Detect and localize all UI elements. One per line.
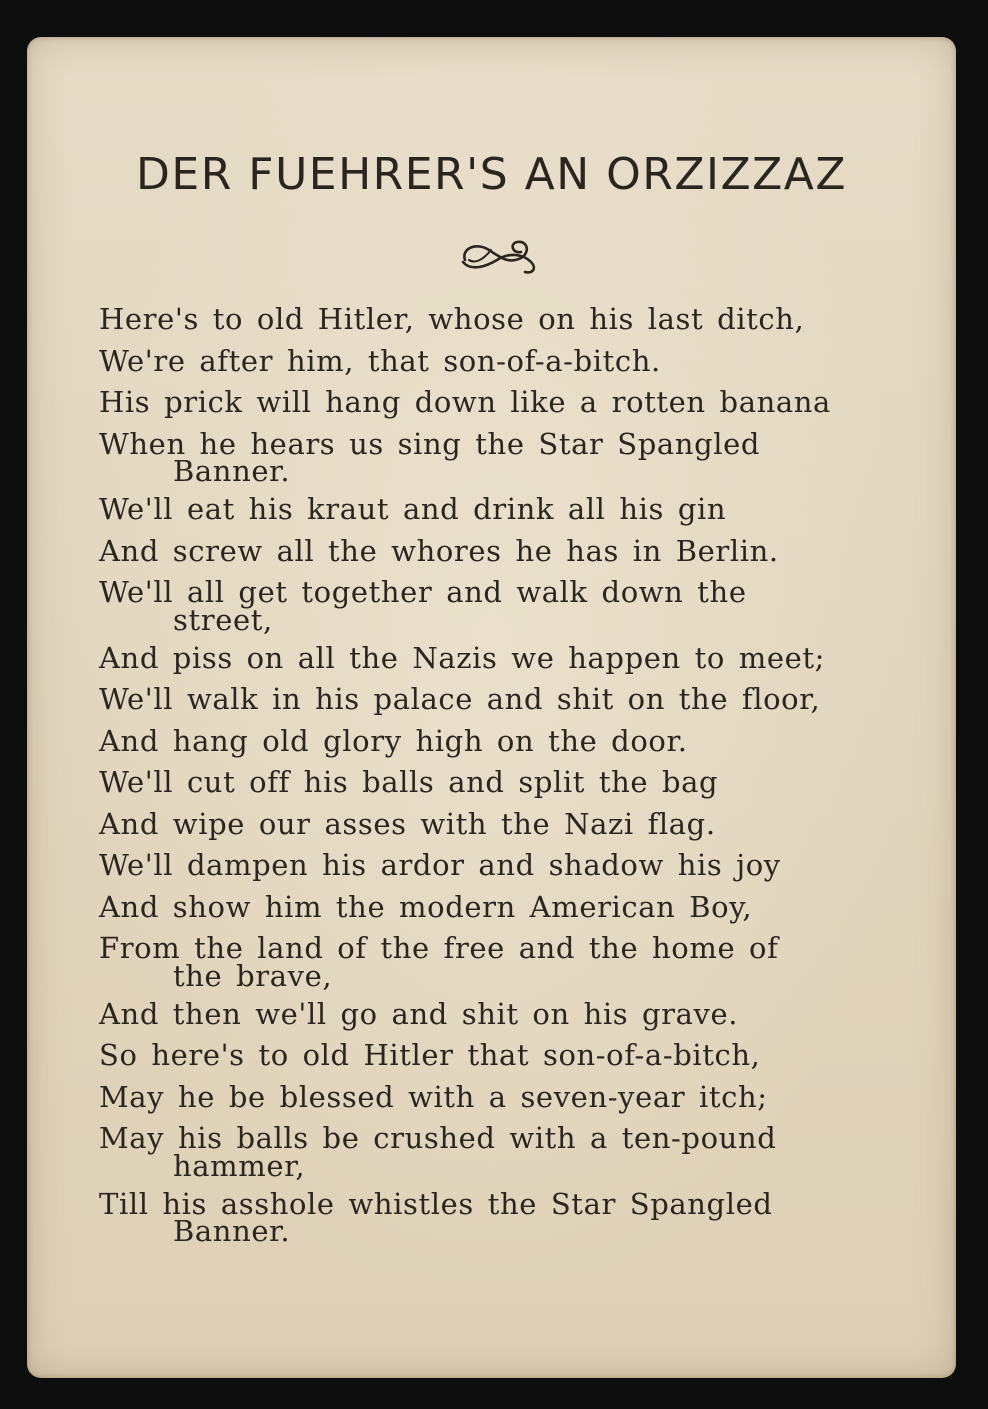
- poem-line: We'll walk in his palace and shit on the floor,: [99, 682, 821, 716]
- poem-line-continuation: Banner.: [173, 454, 291, 488]
- poem-line: We'll eat his kraut and drink all his gin: [99, 492, 727, 526]
- swash-ornament-icon: [457, 230, 547, 280]
- poem-line: May his balls be crushed with a ten-pound: [99, 1121, 777, 1155]
- poem-body: [99, 299, 919, 1249]
- poem-title: DER FUEHRER'S AN ORZIZZAZ: [136, 149, 847, 200]
- postcard: [27, 37, 956, 1378]
- poem-line: So here's to old Hitler that son-of-a-bitch,: [99, 1038, 761, 1072]
- poem-line-continuation: street,: [173, 602, 273, 637]
- poem-line: May he be blessed with a seven-year itch;: [99, 1079, 768, 1114]
- poem-line: From the land of the free and the home of: [99, 931, 779, 965]
- poem-line-continuation: the brave,: [173, 958, 333, 993]
- poem-line: We're after him, that son-of-a-bitch.: [99, 343, 661, 378]
- poem-line: Till his asshole whistles the Star Spangled: [99, 1186, 773, 1221]
- poem-line: And wipe our asses with the Nazi flag.: [99, 806, 716, 841]
- poem-line: And screw all the whores he has in Berlin.: [99, 533, 779, 568]
- poem-line: And hang old glory high on the door.: [99, 723, 688, 758]
- poem-line-continuation: Banner.: [173, 1214, 291, 1248]
- poem-line-continuation: hammer,: [173, 1148, 306, 1183]
- poem-line: His prick will hang down like a rotten banana: [99, 385, 831, 419]
- poem-line: When he hears us sing the Star Spangled: [99, 426, 761, 461]
- poem-line: And piss on all the Nazis we happen to meet;: [99, 640, 826, 675]
- poem-line: We'll dampen his ardor and shadow his joy: [99, 848, 781, 882]
- poem-line: We'll cut off his balls and split the bag: [99, 765, 719, 799]
- poem-line: And then we'll go and shit on his grave.: [99, 996, 739, 1031]
- poem-line: And show him the modern American Boy,: [99, 889, 753, 924]
- poem-line: We'll all get together and walk down the: [99, 575, 747, 609]
- poem-line: Here's to old Hitler, whose on his last ditch,: [99, 302, 805, 336]
